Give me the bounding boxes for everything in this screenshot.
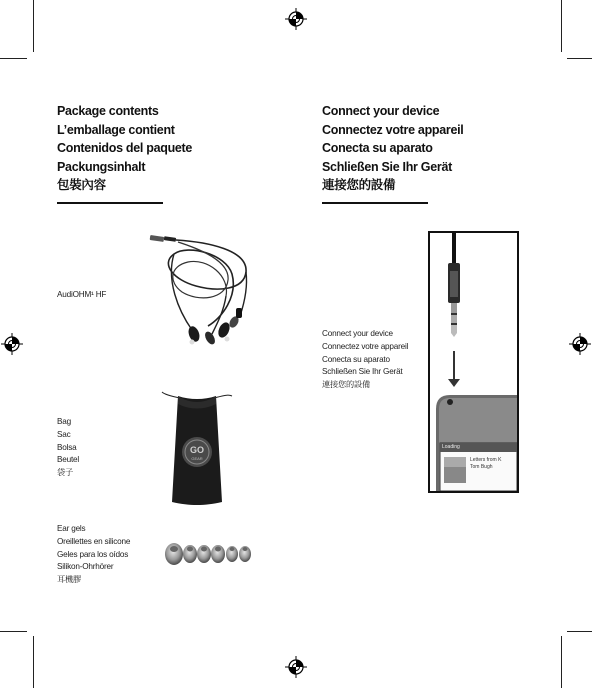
connect-instructions [322,328,408,392]
bag-label-zh: 袋子 [57,468,73,478]
pouch-bag-image [160,390,234,508]
earphones-label [57,289,106,302]
connect-line-zh: 連接您的設備 [322,380,370,390]
crop-mark-bottom-right-h [567,631,592,632]
crop-mark-top-right-h [567,58,592,59]
bag-label-de: Beutel [57,455,80,465]
crop-mark-bottom-left-h [0,631,27,632]
ear-gels-label-en: Ear gels [57,524,86,533]
heading-line-zh: 包裝內容 [57,178,106,193]
bag-label-en: Bag [57,417,71,426]
earphones-image [148,230,258,348]
connect-heading-zh: 連接您的設備 [322,178,396,193]
heading-rule-right [322,202,428,204]
connect-line-es: Conecta su aparato [322,354,390,364]
bag-label [57,416,79,480]
connect-heading-es: Conecta su aparato [322,141,433,156]
device-screen-track-title: Letters from K [470,457,502,463]
crop-mark-top-left-h [0,58,27,59]
device-screen-header: Loading [442,444,460,450]
heading-line-en: Package contents [57,104,159,118]
heading-rule-left [57,202,163,204]
connect-heading-de: Schließen Sie Ihr Gerät [322,159,452,174]
device-screen-artist: Tom Bugh [470,464,493,470]
bag-logo-subtext: GEAR [191,456,203,461]
bag-label-fr: Sac [57,429,71,439]
heading-line-fr: L’emballage contient [57,122,175,137]
connect-line-fr: Connectez votre appareil [322,341,409,351]
registration-mark-right [569,333,591,355]
connect-device-heading [322,102,463,195]
registration-mark-bottom [285,656,307,678]
bag-logo-text: GO [189,445,205,455]
registration-mark-top [285,8,307,30]
connect-line-de: Schließen Sie Ihr Gerät [322,367,403,377]
earphones-label-en: AudiOHM¹ HF [57,290,107,299]
ear-gels-label-fr: Oreillettes en silicone [57,536,131,546]
crop-mark-top-left-v [33,0,34,52]
ear-gels-label-de: Silikon-Ohrhörer [57,562,114,572]
heading-line-de: Packungsinhalt [57,159,146,174]
plug-and-tablet-illustration [430,233,517,491]
connect-heading-en: Connect your device [322,104,440,118]
registration-mark-left [1,333,23,355]
crop-mark-top-right-v [561,0,562,52]
connect-line-en: Connect your device [322,329,393,338]
connect-heading-fr: Connectez votre appareil [322,122,464,137]
ear-gels-label-es: Geles para los oídos [57,549,129,559]
ear-gels-image [163,538,263,568]
ear-gels-label-zh: 耳機膠 [57,575,81,585]
ear-gels-label [57,523,130,587]
bag-label-es: Bolsa [57,442,77,452]
crop-mark-bottom-right-v [561,636,562,688]
crop-mark-bottom-left-v [33,636,34,688]
tablet-headphone-jack-image [428,231,519,493]
heading-line-es: Contenidos del paquete [57,141,193,156]
package-contents-heading [57,102,192,195]
